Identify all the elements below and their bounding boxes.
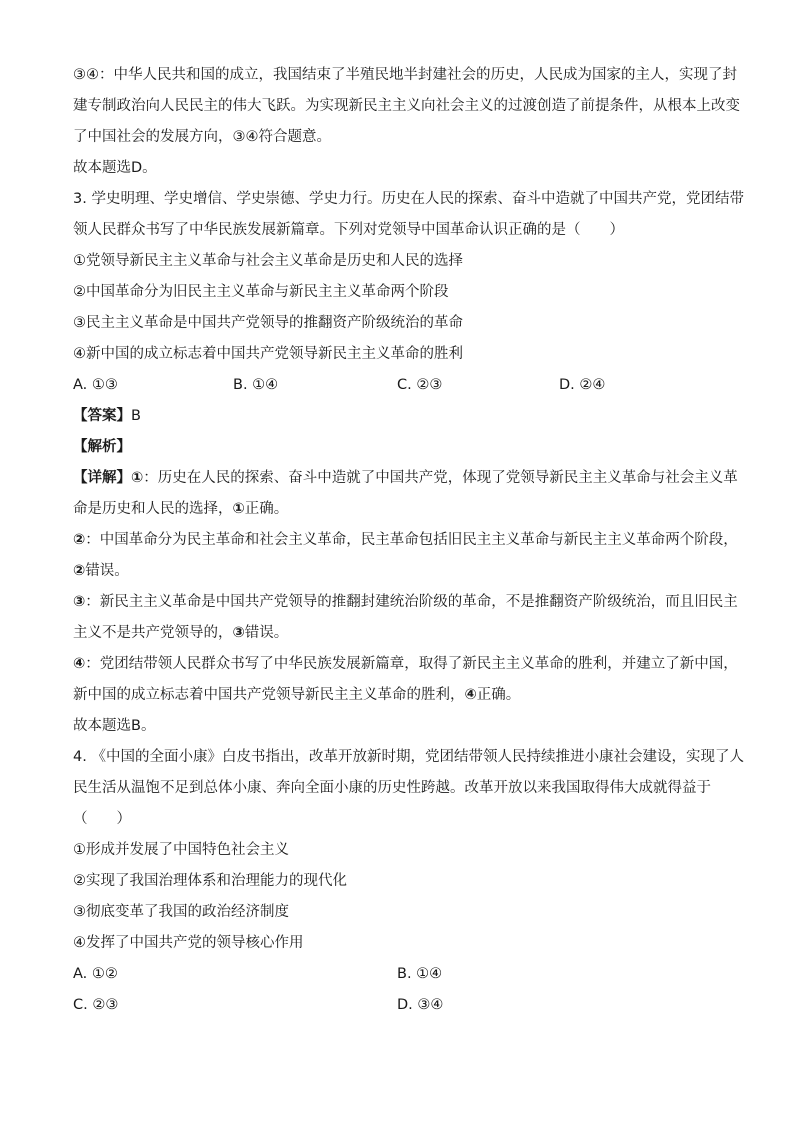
verdict-mark: ① — [232, 501, 245, 517]
q3-detail-2 — [73, 525, 738, 556]
detail-mark: ① — [131, 470, 144, 486]
detail-label: 【详解】 — [73, 470, 131, 486]
detail-text: 命是历史和人民的选择， — [73, 501, 233, 517]
q3-item: ③民主主义革命是中国共产党领导的推翻资产阶级统治的革命 — [73, 315, 463, 331]
detail-text: ：新民主主义革命是中国共产党领导的推翻封建统治阶级的革命，不是推翻资产阶级统治，而且旧民主 — [85, 594, 738, 610]
q4-stem: 民生活从温饱不足到总体小康、奔向全面小康的历史性跨越。改革开放以来我国取得伟大成就得益于 — [73, 780, 711, 796]
q3-detail-2b — [73, 556, 723, 587]
q4-item: ②实现了我国治理体系和治理能力的现代化 — [73, 873, 347, 889]
q4-options-row1 — [73, 959, 723, 990]
q3-detail-3b — [73, 618, 723, 649]
q3-option-a: A. ①③ — [73, 377, 118, 393]
q3-option-b: B. ①④ — [233, 377, 279, 393]
q3-option-c: C. ②③ — [397, 377, 443, 393]
detail-mark: ③ — [73, 594, 86, 610]
detail-text: ：党团结带领人民群众书写了中华民族发展新篇章，取得了新民主主义革命的胜利，并建立了新中国， — [85, 656, 738, 672]
verdict-text: 正确。 — [476, 687, 521, 703]
q4-option-c: C. ②③ — [73, 997, 119, 1013]
q3-conclusion: 故本题选B。 — [73, 718, 156, 734]
q4-option-a: A. ①② — [73, 966, 118, 982]
detail-text: ：中国革命分为民主革命和社会主义革命，民主革命包括旧民主主义革命与新民主主义革命两个阶段， — [85, 532, 738, 548]
q4-stem: 4. 《中国的全面小康》白皮书指出，改革开放新时期，党团结带领人民持续推进小康社会建设，实现了人 — [73, 749, 744, 765]
q3-detail-4b — [73, 680, 723, 711]
q3-options — [73, 370, 723, 401]
prev-analysis-line: 了中国社会的发展方向，③④符合题意。 — [73, 129, 331, 145]
q4-item: ③彻底变革了我国的政治经济制度 — [73, 904, 289, 920]
q4-item: ④发挥了中国共产党的领导核心作用 — [73, 935, 304, 951]
q3-detail-3 — [73, 587, 738, 618]
verdict-mark: ② — [73, 563, 86, 579]
answer-value: B — [131, 408, 141, 424]
prev-analysis-line: ③④：中华人民共和国的成立，我国结束了半殖民地半封建社会的历史，人民成为国家的主人，实现了封 — [73, 67, 737, 83]
detail-text: 新中国的成立标志着中国共产党领导新民主主义革命的胜利， — [73, 687, 465, 703]
q3-item: ①党领导新民主主义革命与社会主义革命是历史和人民的选择 — [73, 253, 463, 269]
prev-analysis-line: 建专制政治向人民民主的伟大飞跃。为实现新民主主义向社会主义的过渡创造了前提条件，从根本上改变 — [73, 98, 740, 114]
q4-options-row2 — [73, 990, 723, 1021]
prev-conclusion: 故本题选D。 — [73, 160, 157, 176]
q3-answer — [73, 401, 723, 432]
detail-mark: ② — [73, 532, 86, 548]
q3-option-d: D. ②④ — [559, 377, 606, 393]
verdict-text: 正确。 — [244, 501, 289, 517]
detail-text: ：历史在人民的探索、奋斗中造就了中国共产党，体现了党领导新民主主义革命与社会主义革 — [143, 470, 738, 486]
q3-item: ②中国革命分为旧民主主义革命与新民主主义革命两个阶段 — [73, 284, 449, 300]
q3-stem: 领人民群众书写了中华民族发展新篇章。下列对党领导中国革命认识正确的是（ ） — [73, 222, 624, 238]
q4-item: ①形成并发展了中国特色社会主义 — [73, 842, 289, 858]
q3-detail-1b — [73, 494, 723, 525]
detail-mark: ④ — [73, 656, 86, 672]
answer-label: 【答案】 — [73, 408, 131, 424]
q3-detail-1 — [73, 463, 738, 494]
q3-item: ④新中国的成立标志着中国共产党领导新民主主义革命的胜利 — [73, 346, 463, 362]
document-page — [73, 60, 744, 1021]
verdict-mark: ③ — [232, 625, 245, 641]
q4-option-d: D. ③④ — [397, 997, 444, 1013]
q3-stem: 3. 学史明理、学史增信、学史崇德、学史力行。历史在人民的探索、奋斗中造就了中国共产党，党团结带 — [73, 191, 744, 207]
verdict-text: 错误。 — [244, 625, 289, 641]
detail-text: 主义不是共产党领导的， — [73, 625, 233, 641]
q4-option-b: B. ①④ — [397, 966, 443, 982]
q4-stem: （ ） — [73, 811, 131, 827]
analysis-label: 【解析】 — [73, 439, 131, 455]
verdict-text: 错误。 — [85, 563, 129, 579]
verdict-mark: ④ — [464, 687, 477, 703]
q3-detail-4 — [73, 649, 738, 680]
